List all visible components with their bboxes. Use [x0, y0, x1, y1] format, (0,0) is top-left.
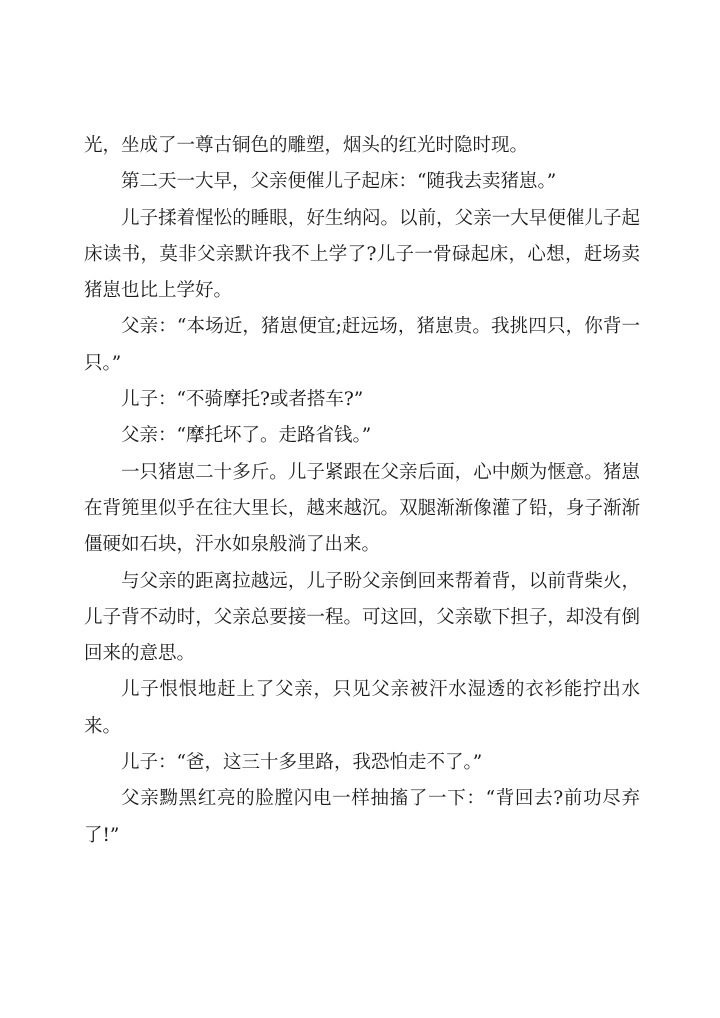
- paragraph: 儿子：“爸，这三十多里路，我恐怕走不了。”: [121, 752, 483, 774]
- story-text: [84, 128, 640, 854]
- paragraph: 父亲黝黑红亮的脸膛闪电一样抽搐了一下：“背回去?前功尽弃了!”: [84, 788, 640, 846]
- paragraph: 一只猪崽二十多斤。儿子紧跟在父亲后面，心中颇为惬意。猪崽在背篼里似乎在往大里长，越来越沉。双腿渐渐像灌了铅，身子渐渐僵硬如石块，汗水如泉般淌了出来。: [84, 461, 640, 556]
- paragraph: 父亲：“摩托坏了。走路省钱。”: [121, 425, 372, 447]
- paragraph: 儿子：“不骑摩托?或者搭车?”: [121, 389, 364, 411]
- paragraph: 儿子揉着惺忪的睡眼，好生纳闷。以前，父亲一大早便催儿子起床读书，莫非父亲默许我不上学了?儿子一骨碌起床，心想，赶场卖猪崽也比上学好。: [84, 207, 640, 302]
- paragraph: 父亲：“本场近，猪崽便宜;赶远场，猪崽贵。我挑四只，你背一只。”: [84, 316, 640, 374]
- paragraph: 第二天一大早，父亲便催儿子起床：“随我去卖猪崽。”: [121, 171, 557, 193]
- paragraph: 儿子恨恨地赶上了父亲，只见父亲被汗水湿透的衣衫能拧出水来。: [84, 679, 640, 737]
- paragraph: 光，坐成了一尊古铜色的雕塑，烟头的红光时隐时现。: [84, 135, 529, 156]
- paragraph: 与父亲的距离拉越远，儿子盼父亲倒回来帮着背，以前背柴火，儿子背不动时，父亲总要接一程。可这回，父亲歇下担子，却没有倒回来的意思。: [84, 570, 640, 665]
